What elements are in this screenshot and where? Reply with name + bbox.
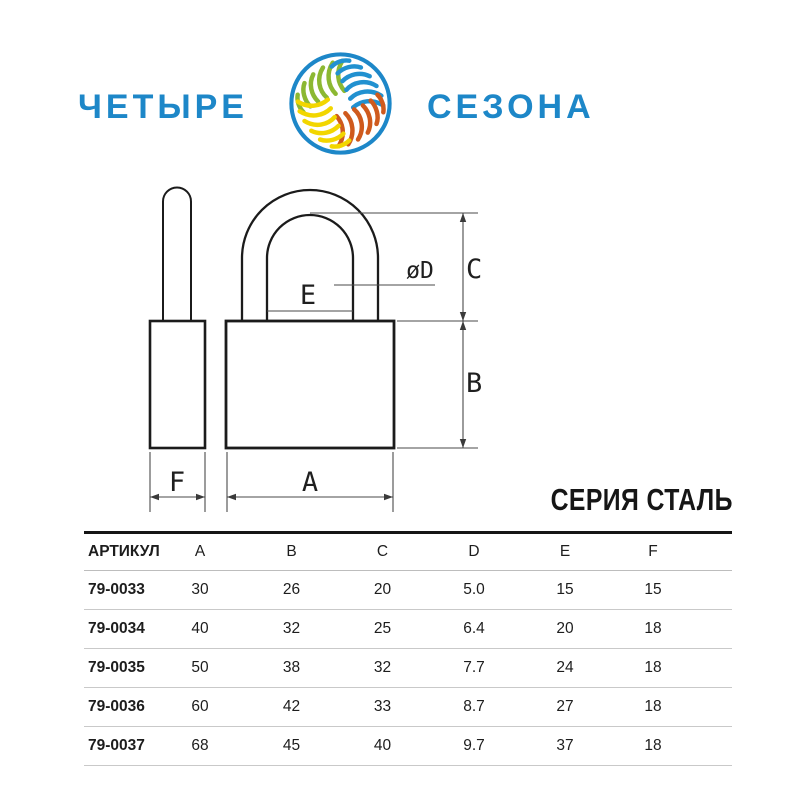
cell: 38: [282, 659, 301, 676]
cell: 20: [373, 581, 392, 598]
table-row: [84, 688, 732, 727]
cell: 32: [282, 620, 301, 637]
cell-article: 79-0036: [88, 698, 145, 715]
cell: 68: [191, 737, 209, 754]
dim-label-e: E: [299, 280, 317, 311]
table-row: [84, 610, 732, 649]
cell: 42: [282, 698, 301, 715]
cell: 8.7: [463, 698, 485, 715]
cell: 37: [556, 737, 574, 754]
spec-table-header-row: [84, 533, 732, 571]
cell: 60: [191, 698, 209, 715]
cell: 5.0: [463, 581, 485, 598]
col-header-a: A: [194, 543, 206, 560]
cell: 25: [373, 620, 392, 637]
spec-table: [84, 531, 732, 766]
cell: 50: [191, 659, 209, 676]
padlock-dimension-diagram: [128, 178, 484, 518]
brand-word-left: ЧЕТЫРЕ: [78, 88, 248, 126]
cell: 45: [282, 737, 301, 754]
cell: 33: [373, 698, 392, 715]
col-header-d: D: [468, 543, 480, 560]
table-row: [84, 727, 732, 766]
brand-word-right: СЕЗОНА: [427, 88, 595, 126]
col-header-b: B: [286, 543, 297, 560]
padlock-side-shackle: [163, 188, 191, 322]
cell: 40: [373, 737, 392, 754]
dim-label-c: C: [466, 254, 483, 285]
cell: 40: [191, 620, 209, 637]
col-header-e: E: [559, 543, 571, 560]
cell: 18: [644, 698, 662, 715]
dim-label-f: F: [168, 467, 186, 498]
padlock-side-body: [150, 321, 205, 448]
cell: 32: [373, 659, 392, 676]
col-header-f: F: [648, 543, 658, 560]
col-header-article: АРТИКУЛ: [88, 543, 160, 560]
cell: 9.7: [463, 737, 485, 754]
series-title: СЕРИЯ СТАЛЬ: [550, 482, 733, 517]
dim-label-b: B: [466, 368, 483, 399]
four-seasons-logo-icon: [287, 50, 394, 157]
cell: 6.4: [463, 620, 485, 637]
cell: 26: [282, 581, 301, 598]
cell: 24: [556, 659, 574, 676]
cell: 18: [644, 737, 662, 754]
cell: 18: [644, 620, 662, 637]
cell-article: 79-0035: [88, 659, 145, 676]
cell-article: 79-0033: [88, 581, 145, 598]
cell: 27: [556, 698, 574, 715]
dim-label-diameter-d: øD: [406, 258, 434, 284]
cell-article: 79-0037: [88, 737, 145, 754]
cell: 30: [191, 581, 209, 598]
cell: 15: [556, 581, 574, 598]
cell: 7.7: [463, 659, 485, 676]
cell: 15: [644, 581, 662, 598]
cell: 18: [644, 659, 662, 676]
cell: 20: [556, 620, 574, 637]
cell-article: 79-0034: [88, 620, 145, 637]
table-row: [84, 649, 732, 688]
col-header-c: C: [376, 543, 389, 560]
table-row: [84, 571, 732, 610]
dim-label-a: A: [301, 467, 319, 498]
padlock-front-body: [226, 321, 394, 448]
